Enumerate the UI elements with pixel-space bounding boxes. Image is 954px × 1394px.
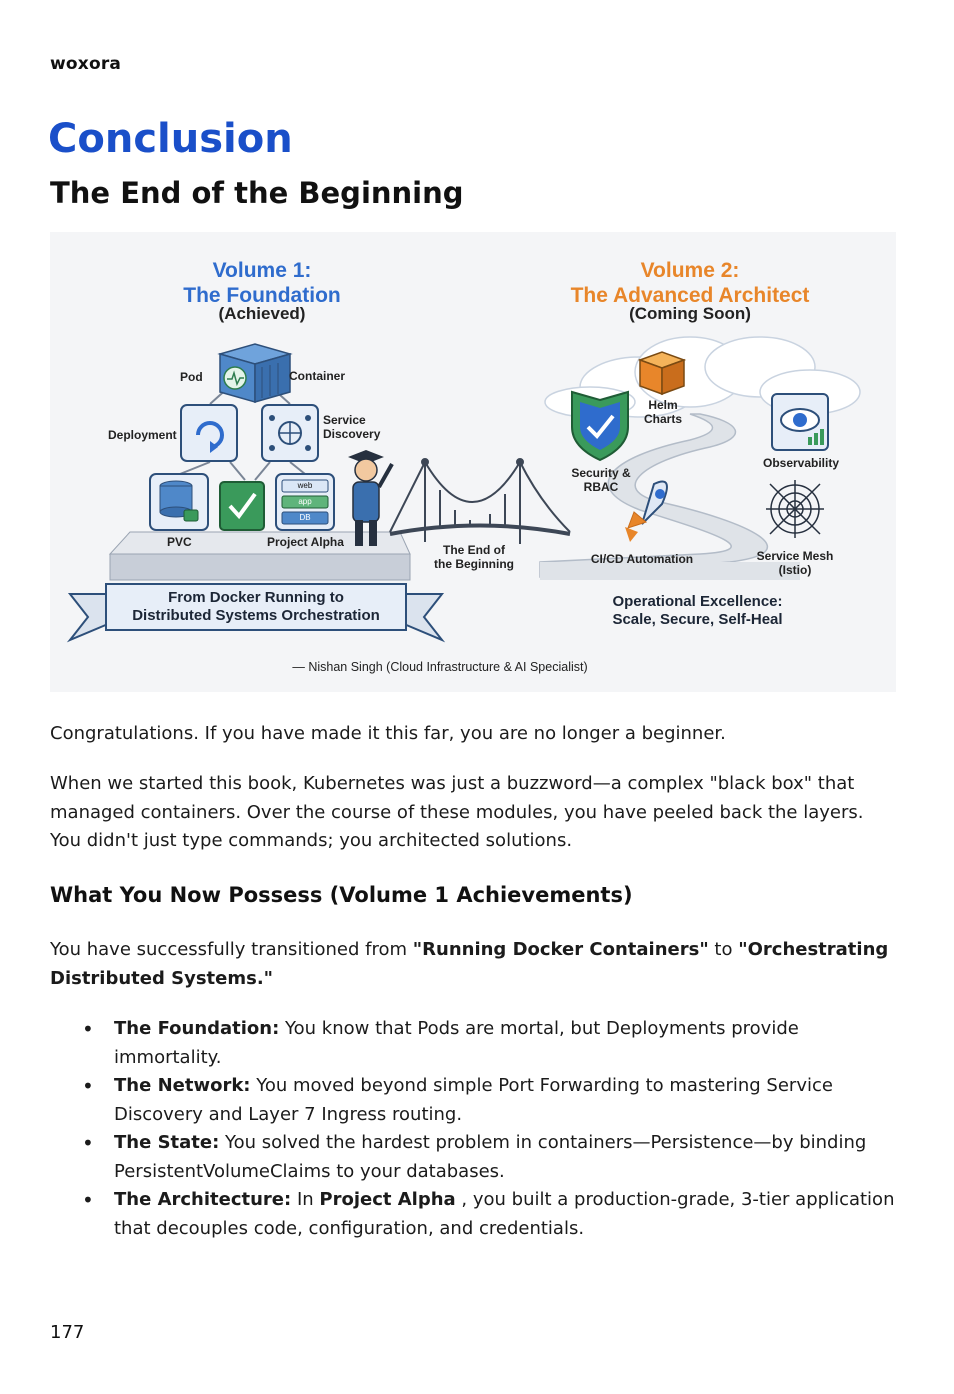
bullet-tail: , you built a production-grade, 3-tier application that decouples code, configuration, and credentials. <box>114 1189 895 1239</box>
right-banner-line1: Operational Excellence: <box>612 593 783 610</box>
transition-bold-1: "Running Docker Containers" <box>412 939 709 960</box>
label-mesh-line2: (Istio) <box>778 563 812 577</box>
label-helm-line2: Charts <box>643 412 682 426</box>
volume-diagram <box>50 232 896 692</box>
label-security-line2: RBAC <box>583 480 619 494</box>
bullet-text: You moved beyond simple Port Forwarding to mastering Service Discovery and Layer 7 Ingress routing. <box>114 1075 833 1125</box>
bullet-lead: The Network: <box>114 1075 251 1096</box>
vol1-status: (Achieved) <box>218 304 306 323</box>
bullet-lead: The State: <box>114 1132 220 1153</box>
label-mesh-line1: Service Mesh <box>756 549 834 563</box>
label-cicd: CI/CD Automation <box>590 552 694 566</box>
label-service-discovery <box>323 413 380 441</box>
observability-icon <box>772 394 828 450</box>
paragraph-intro: When we started this book, Kubernetes was just a buzzword—a complex "black box" that managed containers. Over the course of these modules, you have peeled back the layers. You didn't just type commands; you architected solutions. <box>50 773 864 851</box>
list-item <box>50 1186 900 1243</box>
label-pvc: PVC <box>167 535 192 549</box>
label-observability: Observability <box>762 456 840 470</box>
figure-attribution: — Nishan Singh (Cloud Infrastructure & AI Specialist) <box>292 660 588 674</box>
transition-mid: to <box>708 939 739 960</box>
vol2-status: (Coming Soon) <box>629 304 751 323</box>
label-helm-charts <box>640 398 686 426</box>
checklist-icon <box>220 482 264 530</box>
transition-pre: You have successfully transitioned from <box>50 939 413 960</box>
label-security-line1: Security & <box>571 466 631 480</box>
vol1-line1: Volume 1: <box>212 259 312 282</box>
page-number: 177 <box>50 1322 85 1343</box>
bridge-caption <box>424 543 524 571</box>
label-service-line2: Discovery <box>323 427 381 441</box>
bullet-lead: The Architecture: <box>114 1189 292 1210</box>
achievements-list <box>50 1015 900 1243</box>
page-title: Conclusion <box>48 116 293 162</box>
paragraph-congratulations: Congratulations. If you have made it this far, you are no longer a beginner. <box>50 723 726 744</box>
list-item <box>50 1015 900 1072</box>
label-service-mesh <box>750 549 840 577</box>
vol2-heading <box>550 258 830 308</box>
label-security-rbac <box>561 466 641 494</box>
vol1-heading <box>162 258 362 308</box>
label-deployment: Deployment <box>108 428 177 442</box>
bridge-line1: The End of <box>443 543 505 557</box>
vol2-line1: Volume 2: <box>640 259 740 282</box>
left-banner-text <box>106 589 406 625</box>
bullet-lead: The Foundation: <box>114 1018 280 1039</box>
label-service-line1: Service <box>323 413 366 427</box>
vol1-line2: The Foundation <box>183 284 341 307</box>
label-pod: Pod <box>180 370 203 384</box>
bullet-text: In <box>291 1189 320 1210</box>
label-app: app <box>298 497 312 506</box>
right-banner-line2: Scale, Secure, Self-Heal <box>612 611 783 628</box>
helm-charts-icon <box>640 352 684 394</box>
list-item <box>50 1129 900 1186</box>
right-banner-text <box>570 593 825 629</box>
bridge-line2: the Beginning <box>434 557 514 571</box>
bridge-graphic <box>390 459 570 544</box>
security-shield-icon <box>572 392 628 460</box>
section-heading: What You Now Possess (Volume 1 Achievements) <box>50 883 633 907</box>
service-mesh-web-icon <box>766 480 824 538</box>
brand-name: woxora <box>50 54 122 74</box>
transition-bold-2: "Orchestrating Distributed Systems." <box>50 939 889 989</box>
bullet-project-alpha: Project Alpha <box>319 1189 456 1210</box>
label-project-alpha: Project Alpha <box>267 535 344 549</box>
pvc-database-icon <box>150 474 208 530</box>
pod-icon <box>224 367 246 389</box>
paragraph-transition <box>50 936 900 993</box>
platform-graphic <box>110 532 410 580</box>
label-web: web <box>297 481 313 490</box>
vol2-line2: The Advanced Architect <box>570 284 810 307</box>
bullet-text: You solved the hardest problem in containers—Persistence—by binding PersistentVolumeClaims to your databases. <box>114 1132 867 1182</box>
left-banner-line2: Distributed Systems Orchestration <box>132 607 380 624</box>
deployment-icon <box>181 405 237 461</box>
label-helm-line1: Helm <box>648 398 678 412</box>
left-banner-line1: From Docker Running to <box>168 589 344 606</box>
page-subtitle: The End of the Beginning <box>50 176 464 210</box>
bullet-text: You know that Pods are mortal, but Deployments provide immortality. <box>114 1018 799 1068</box>
service-discovery-icon <box>262 405 318 461</box>
list-item <box>50 1072 900 1129</box>
label-db: DB <box>299 513 311 522</box>
label-container: Container <box>289 369 346 383</box>
